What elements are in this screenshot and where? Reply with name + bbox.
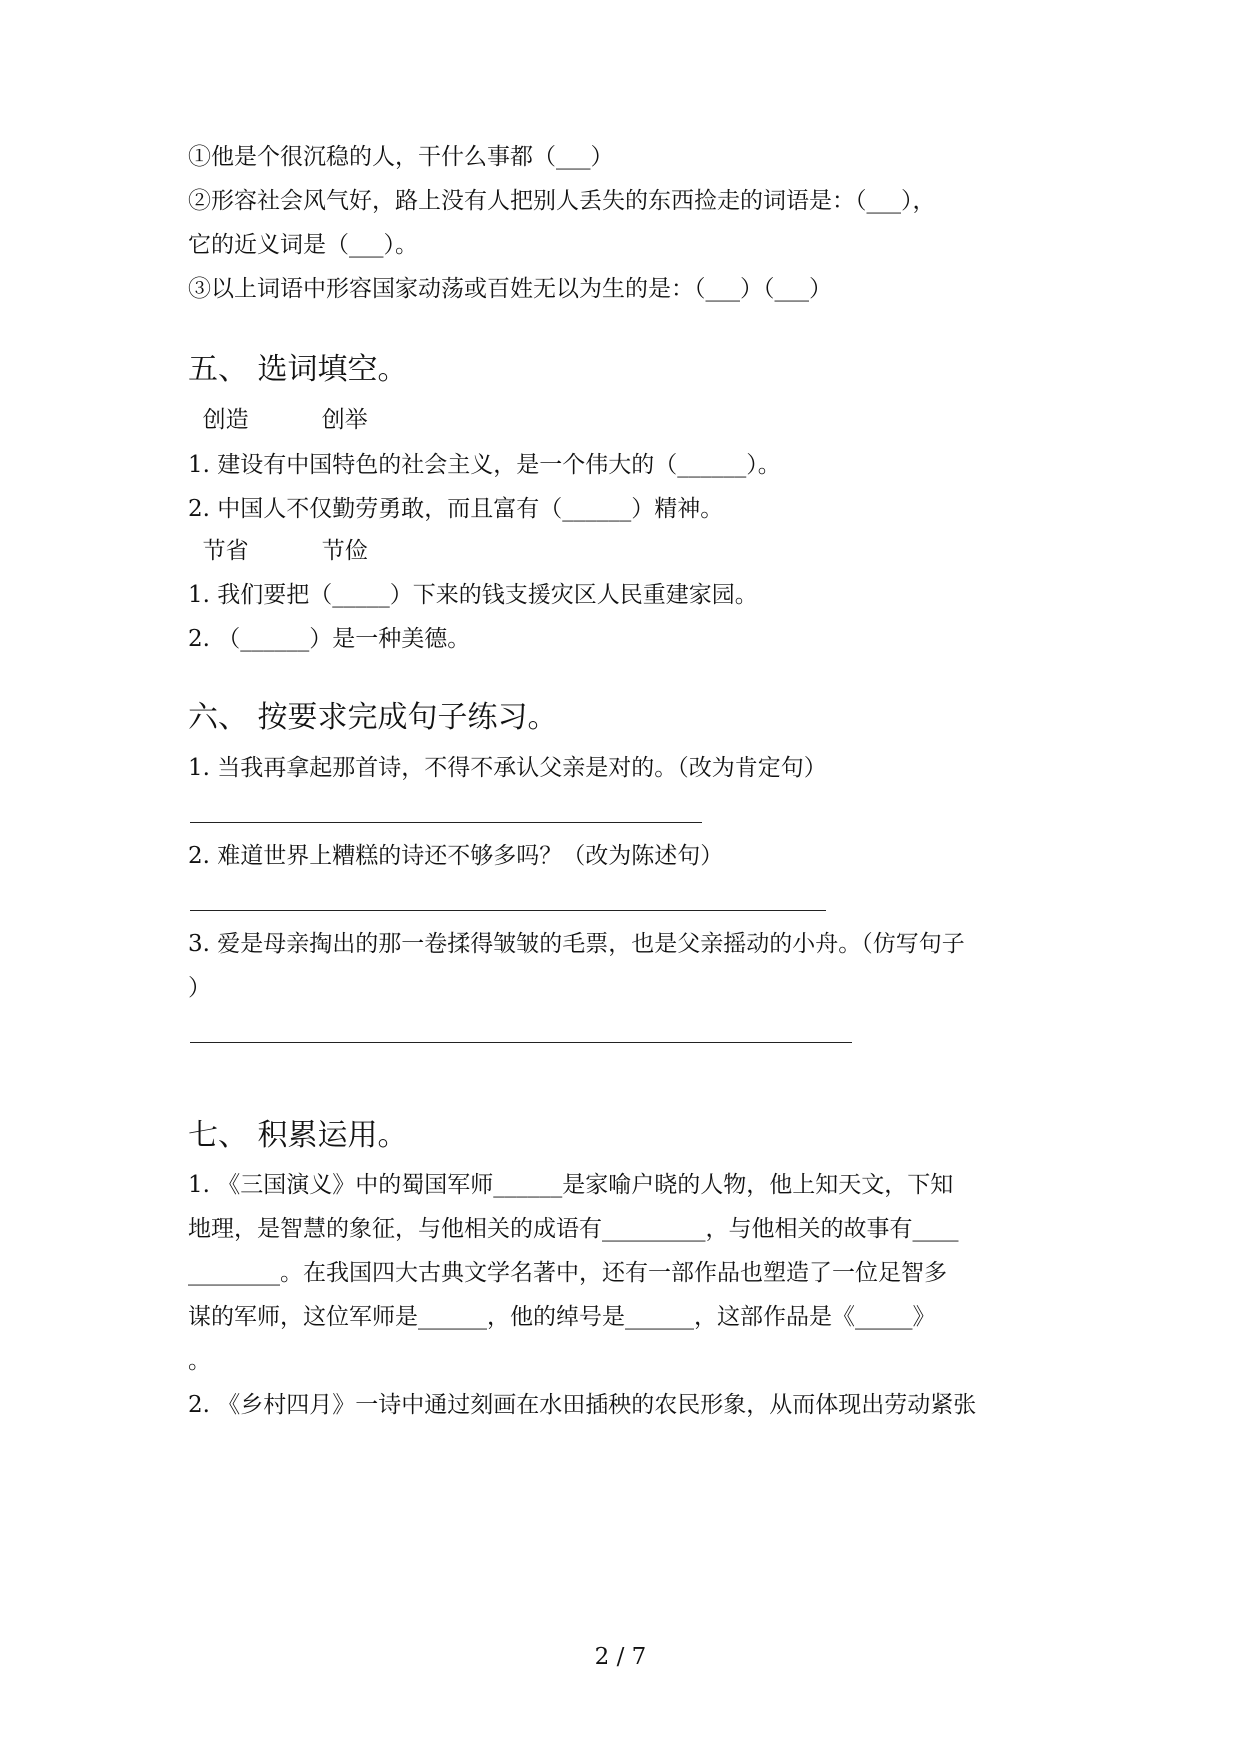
answer-line-3 (190, 1042, 852, 1043)
group-1-question-1: 1. 建设有中国特色的社会主义，是一个伟大的（______）。 (188, 452, 781, 478)
paragraph-2-line-1: 2. 《乡村四月》一诗中通过刻画在水田插秧的农民形象，从而体现出劳动紧张 (188, 1392, 977, 1418)
page-number: 2 / 7 (594, 1644, 647, 1670)
answer-line-1 (190, 822, 702, 823)
section-5-heading: 五、 选词填空。 (188, 352, 408, 387)
sentence-question-2: 2. 难道世界上糟糕的诗还不够多吗？（改为陈述句） (188, 843, 724, 869)
answer-line-2 (190, 910, 826, 911)
section-6-heading: 六、 按要求完成句子练习。 (188, 700, 558, 735)
group-2-question-2: 2. （______）是一种美德。 (188, 626, 471, 652)
question-2-line-2: 它的近义词是（___）。 (188, 232, 418, 258)
paragraph-1-line-3: ________。在我国四大古典文学名著中，还有一部作品也塑造了一位足智多 (188, 1260, 947, 1286)
group-1-question-2: 2. 中国人不仅勤劳勇敢，而且富有（______）精神。 (188, 496, 724, 522)
paragraph-1-line-4: 谋的军师，这位军师是______，他的绰号是______，这部作品是《_____》 (188, 1304, 936, 1330)
question-1: ①他是个很沉稳的人，干什么事都（___） (188, 144, 614, 170)
sentence-question-3-line-1: 3. 爱是母亲掏出的那一卷揉得皱皱的毛票，也是父亲摇动的小舟。（仿写句子 (188, 931, 965, 957)
group-2-question-1: 1. 我们要把（_____）下来的钱支援灾区人民重建家园。 (188, 582, 758, 608)
paragraph-1-line-1: 1. 《三国演义》中的蜀国军师______是家喻户晓的人物，他上知天文，下知 (188, 1172, 954, 1198)
paragraph-1-line-5: 。 (188, 1348, 211, 1374)
sentence-question-3-line-2: ） (188, 975, 211, 1001)
question-2-line-1: ②形容社会风气好，路上没有人把别人丢失的东西捡走的词语是：（___）， (188, 188, 936, 214)
section-7-heading: 七、 积累运用。 (188, 1118, 408, 1153)
word-choices-1: 创造 创举 (188, 407, 368, 433)
sentence-question-1: 1. 当我再拿起那首诗，不得不承认父亲是对的。（改为肯定句） (188, 755, 827, 781)
question-3: ③以上词语中形容国家动荡或百姓无以为生的是：（___）（___） (188, 276, 832, 302)
word-choices-2: 节省 节俭 (188, 538, 368, 564)
paragraph-1-line-2: 地理，是智慧的象征，与他相关的成语有_________，与他相关的故事有____ (188, 1216, 959, 1242)
